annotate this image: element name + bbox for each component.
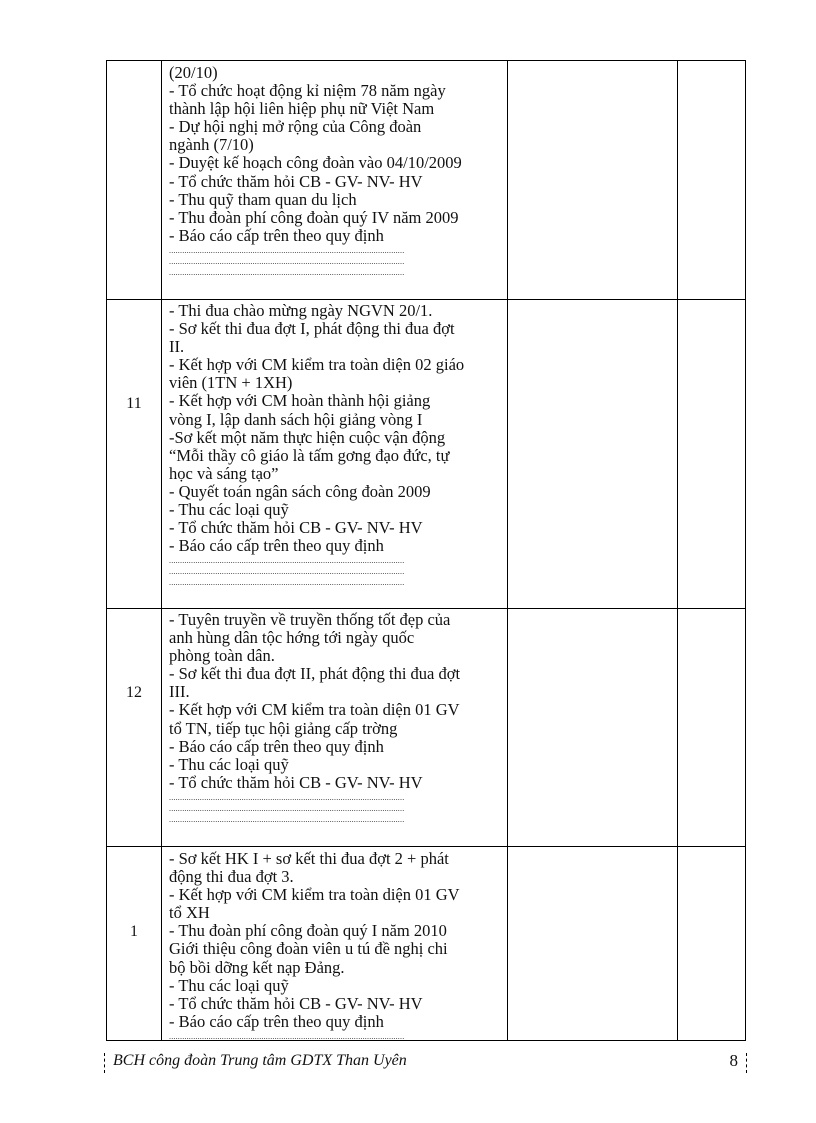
activity-line: - Báo cáo cấp trên theo quy định (169, 737, 384, 756)
activity-line: Giới thiệu công đoàn viên u tú đề nghị chi (169, 940, 448, 959)
activity-line: III. (169, 683, 190, 702)
dotted-placeholder-line: ........................................................................................................... (169, 567, 405, 577)
activity-line: “Mỗi thầy cô giáo là tấm gơng đạo đức, tự (169, 446, 450, 465)
activity-line: - Thu các loại quỹ (169, 976, 289, 995)
plan-table (106, 60, 746, 1041)
activity-line: - Thu quỹ tham quan du lịch (169, 190, 357, 209)
activity-line: - Tổ chức thăm hỏi CB - GV- NV- HV (169, 994, 423, 1013)
footer-right-rule (746, 1053, 748, 1073)
table-row (107, 61, 745, 300)
dotted-placeholder-line: ........................................................................................................... (169, 792, 405, 802)
dotted-placeholder-line: ........................................................................................................... (169, 245, 405, 255)
page-footer (104, 1049, 748, 1075)
activity-line: - Báo cáo cấp trên theo quy định (169, 1012, 384, 1031)
activity-line: - Kết hợp với CM kiểm tra toàn diện 02 giáo (169, 356, 465, 375)
table-row (107, 609, 745, 847)
activity-line: - Sơ kết thi đua đợt II, phát động thi đua đợt (169, 665, 461, 684)
activity-line: - Sơ kết HK I + sơ kết thi đua đợt 2 + phát (169, 850, 449, 868)
activity-line: -Sơ kết một năm thực hiện cuộc vận động (169, 428, 446, 447)
dotted-placeholder-line: ........................................................................................................... (169, 256, 405, 266)
activity-line: - Kết hợp với CM kiểm tra toàn diện 01 GV (169, 886, 460, 905)
activity-line: - Sơ kết thi đua đợt I, phát động thi đua đợt (169, 320, 455, 339)
activity-line: - Tổ chức thăm hỏi CB - GV- NV- HV (169, 519, 423, 538)
page-number: 8 (729, 1051, 738, 1070)
activity-line: - Tổ chức thăm hỏi CB - GV- NV- HV (169, 773, 423, 792)
activity-line: - Kết hợp với CM hoàn thành hội giảng (169, 392, 431, 411)
activity-cell (169, 850, 507, 1042)
activity-line: - Báo cáo cấp trên theo quy định (169, 226, 384, 245)
activity-line: - Báo cáo cấp trên theo quy định (169, 537, 384, 556)
activity-cell (169, 302, 507, 588)
activity-line: - Duyệt kế hoạch công đoàn vào 04/10/2009 (169, 154, 462, 173)
table-row (107, 847, 745, 1040)
footer-organization: BCH công đoàn Trung tâm GDTX Than Uyên (113, 1052, 407, 1069)
dotted-placeholder-line: ........................................................................................................... (169, 803, 405, 813)
activity-line: - Kết hợp với CM kiểm tra toàn diện 01 GV (169, 701, 460, 720)
activity-line: - Dự hội nghị mở rộng của Công đoàn (169, 118, 422, 137)
dotted-placeholder-line: ........................................................................................................... (169, 1031, 405, 1041)
activity-line: II. (169, 338, 185, 357)
activity-line: tổ TN, tiếp tục hội giảng cấp trờng (169, 719, 398, 738)
activity-line: tổ XH (169, 904, 210, 923)
activity-line: viên (1TN + 1XH) (169, 374, 293, 393)
activity-line: - Thu đoàn phí công đoàn quý I năm 2010 (169, 922, 447, 941)
month-cell: 12 (126, 684, 142, 701)
table-row (107, 300, 745, 609)
activity-line: (20/10) (169, 64, 218, 82)
activity-line: động thi đua đợt 3. (169, 868, 294, 887)
footer-left-rule (104, 1053, 106, 1073)
activity-line: - Thi đua chào mừng ngày NGVN 20/1. (169, 302, 433, 320)
activity-line: - Tổ chức hoạt động kỉ niệm 78 năm ngày (169, 82, 446, 101)
activity-line: bộ bồi dỡng kết nạp Đảng. (169, 958, 345, 977)
activity-line: học và sáng tạo” (169, 464, 279, 483)
activity-line: - Thu các loại quỹ (169, 501, 289, 520)
dotted-placeholder-line: ........................................................................................................... (169, 814, 405, 824)
activity-line: ngành (7/10) (169, 136, 254, 155)
activity-cell (169, 64, 507, 278)
dotted-placeholder-line: ........................................................................................................... (169, 556, 405, 566)
activity-line: - Tổ chức thăm hỏi CB - GV- NV- HV (169, 172, 423, 191)
activity-line: anh hùng dân tộc hớng tới ngày quốc (169, 629, 415, 648)
month-cell: 11 (126, 395, 142, 412)
activity-cell (169, 611, 507, 825)
dotted-placeholder-line: ........................................................................................................... (169, 267, 405, 277)
activity-line: - Thu đoàn phí công đoàn quý IV năm 2009 (169, 208, 459, 227)
activity-line: - Thu các loại quỹ (169, 755, 289, 774)
activity-line: phòng toàn dân. (169, 647, 275, 666)
month-cell: 1 (130, 923, 138, 940)
activity-line: - Tuyên truyền về truyền thống tốt đẹp của (169, 611, 451, 629)
dotted-placeholder-line: ........................................................................................................... (169, 578, 405, 588)
activity-line: vòng I, lập danh sách hội giảng vòng I (169, 410, 423, 429)
activity-line: - Quyết toán ngân sách công đoàn 2009 (169, 482, 431, 501)
activity-line: thành lập hội liên hiệp phụ nữ Việt Nam (169, 100, 435, 119)
